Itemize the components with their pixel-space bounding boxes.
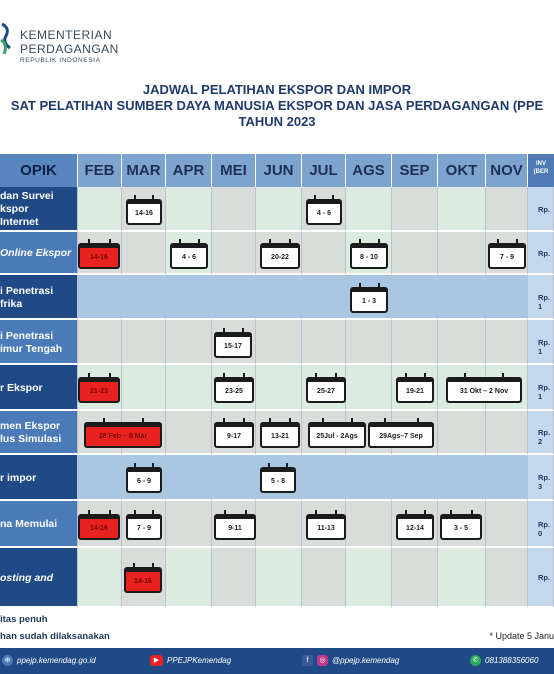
investment-cell xyxy=(528,365,554,411)
event-date-range: 31 Okt – 2 Nov xyxy=(446,377,522,403)
schedule-cell xyxy=(392,275,438,320)
event-date-range: 19-21 xyxy=(396,377,434,403)
calendar-event-icon xyxy=(306,510,346,540)
topic-name xyxy=(0,190,54,229)
topic-cell xyxy=(0,548,78,608)
calendar-event-icon xyxy=(308,418,366,448)
topic-name xyxy=(0,382,43,395)
header-investment: INV (BER xyxy=(528,154,554,187)
footer-youtube-text: PPEJPKemendag xyxy=(167,656,232,665)
schedule-cell xyxy=(166,411,212,455)
footer-website-text: ppejp.kemendag.go.id xyxy=(17,656,96,665)
logo-line-3: REPUBLIK INDONESIA xyxy=(20,57,101,64)
schedule-cell xyxy=(438,187,486,232)
calendar-event-icon xyxy=(126,195,162,225)
facebook-icon: f xyxy=(302,655,313,666)
topic-cell xyxy=(0,232,78,275)
event-date-range: 13-21 xyxy=(260,422,300,448)
investment-cell xyxy=(528,455,554,501)
schedule-cell xyxy=(122,365,166,411)
event-date-range: 20-22 xyxy=(260,243,300,269)
header-month-jun: JUN xyxy=(256,154,301,187)
investment-value: Rp. 0 xyxy=(538,519,551,538)
topic-name-line: lus Simulasi xyxy=(0,433,62,445)
topic-name-line: men Ekspor xyxy=(0,420,61,432)
event-date-range: 28 Feb – 8 Mar xyxy=(84,422,162,448)
investment-cell xyxy=(528,232,554,275)
investment-cell xyxy=(528,411,554,455)
schedule-cell xyxy=(486,275,528,320)
header-month-apr: APR xyxy=(166,154,211,187)
investment-value: Rp. 1 xyxy=(538,383,551,401)
schedule-cell xyxy=(256,501,302,548)
logo-line-2: PERDAGANGAN xyxy=(20,42,119,56)
globe-icon: ⊕ xyxy=(2,655,13,666)
calendar-event-icon xyxy=(396,373,434,403)
schedule-cell xyxy=(346,548,392,608)
investment-value: Rp. 3 xyxy=(538,473,551,491)
calendar-event-icon xyxy=(78,510,120,540)
calendar-event-icon xyxy=(214,510,256,540)
schedule-cell xyxy=(122,232,166,275)
legend-completed: han sudah dilaksanakan xyxy=(0,631,110,642)
investment-value: Rp. xyxy=(538,248,551,258)
schedule-cell xyxy=(166,455,212,501)
schedule-cell xyxy=(486,411,528,455)
calendar-event-icon xyxy=(78,239,120,269)
schedule-cell xyxy=(212,187,256,232)
legend-full-capacity: itas penuh xyxy=(0,614,48,625)
event-date-range: 8 - 10 xyxy=(350,243,388,269)
investment-value: Rp. 1 xyxy=(538,337,551,356)
schedule-cell xyxy=(346,320,392,365)
event-date-range: 29Ags–7 Sep xyxy=(368,422,434,448)
calendar-event-icon xyxy=(260,463,296,493)
ministry-logo xyxy=(0,14,130,66)
schedule-cell xyxy=(256,275,302,320)
schedule-cell xyxy=(392,187,438,232)
schedule-cell xyxy=(346,501,392,548)
calendar-event-icon xyxy=(78,373,120,403)
schedule-cell xyxy=(392,548,438,608)
schedule-cell xyxy=(438,275,486,320)
topic-name-line: osting and xyxy=(0,571,54,584)
topic-cell xyxy=(0,320,78,365)
header-month-sep: SEP xyxy=(392,154,437,187)
schedule-cell xyxy=(166,275,212,320)
calendar-event-icon xyxy=(306,195,342,225)
calendar-event-icon xyxy=(440,510,482,540)
schedule-cell xyxy=(122,275,166,320)
calendar-event-icon xyxy=(214,328,252,358)
topic-name xyxy=(0,518,57,531)
event-date-range: 7 - 9 xyxy=(488,243,526,269)
event-date-range: 14-16 xyxy=(78,514,120,540)
schedule-cell xyxy=(256,548,302,608)
event-date-range: 3 - 5 xyxy=(440,514,482,540)
topic-cell xyxy=(0,187,78,232)
schedule-cell xyxy=(166,320,212,365)
schedule-cell xyxy=(166,501,212,548)
topic-cell xyxy=(0,411,78,455)
schedule-cell xyxy=(78,187,122,232)
header-month-feb: FEB xyxy=(78,154,121,187)
schedule-cell xyxy=(256,320,302,365)
header-month-nov: NOV xyxy=(486,154,527,187)
topic-name-line: imur Tengah xyxy=(0,342,63,355)
schedule-cell xyxy=(438,320,486,365)
topic-cell xyxy=(0,275,78,320)
schedule-cell xyxy=(346,187,392,232)
event-date-range: 23-25 xyxy=(214,377,254,403)
schedule-cell xyxy=(392,320,438,365)
header-topic: OPIK xyxy=(0,154,77,187)
schedule-cell xyxy=(212,232,256,275)
schedule-cell xyxy=(302,275,346,320)
page-subtitle: SAT PELATIHAN SUMBER DAYA MANUSIA EKSPOR DAN JASA PERDAGANGAN (PPE xyxy=(10,98,544,113)
event-date-range: 9-17 xyxy=(214,422,254,448)
schedule-cell xyxy=(302,455,346,501)
topic-name-line: r Ekspor xyxy=(0,381,43,394)
calendar-event-icon xyxy=(446,373,522,403)
investment-cell xyxy=(528,320,554,365)
event-date-range: 9-11 xyxy=(214,514,256,540)
schedule-cell xyxy=(78,320,122,365)
calendar-event-icon xyxy=(84,418,162,448)
header-month-jul: JUL xyxy=(302,154,345,187)
schedule-cell xyxy=(346,455,392,501)
event-date-range: 15-17 xyxy=(214,332,252,358)
calendar-event-icon xyxy=(260,239,300,269)
youtube-icon: ▶ xyxy=(150,655,163,666)
footer-website[interactable] xyxy=(2,655,96,666)
event-date-range: 21-23 xyxy=(78,377,120,403)
header-month-mar: MAR xyxy=(122,154,165,187)
footer-youtube[interactable] xyxy=(150,655,231,666)
schedule-cell xyxy=(392,455,438,501)
topic-name-line: na Memulai xyxy=(0,518,58,530)
calendar-event-icon xyxy=(126,510,162,540)
training-schedule-table xyxy=(0,154,554,608)
schedule-cell xyxy=(166,365,212,411)
schedule-cell xyxy=(212,275,256,320)
investment-cell xyxy=(528,187,554,232)
event-date-range: 12-14 xyxy=(396,514,434,540)
event-date-range: 4 - 6 xyxy=(170,243,208,269)
investment-cell xyxy=(528,548,554,608)
event-date-range: 25Jul - 2Ags xyxy=(308,422,366,448)
topic-name xyxy=(0,247,71,260)
calendar-event-icon xyxy=(214,373,254,403)
schedule-cell xyxy=(166,548,212,608)
calendar-event-icon xyxy=(368,418,434,448)
calendar-event-icon xyxy=(124,563,162,593)
calendar-event-icon xyxy=(350,239,388,269)
topic-name xyxy=(0,420,61,446)
logo-line-1: KEMENTERIAN xyxy=(20,28,113,42)
schedule-cell xyxy=(438,411,486,455)
topic-cell xyxy=(0,455,78,501)
investment-value: Rp. 2 xyxy=(538,428,551,446)
investment-cell xyxy=(528,275,554,320)
schedule-cell xyxy=(392,232,438,275)
event-date-range: 7 - 9 xyxy=(126,514,162,540)
schedule-cell xyxy=(486,548,528,608)
topic-name-line: i Penetrasi xyxy=(0,329,54,342)
calendar-event-icon xyxy=(350,283,388,313)
topic-name-line: r impor xyxy=(0,471,37,484)
schedule-cell xyxy=(256,187,302,232)
schedule-cell xyxy=(438,455,486,501)
topic-name-line: Online Ekspor xyxy=(0,247,72,259)
calendar-event-icon xyxy=(260,418,300,448)
calendar-event-icon xyxy=(214,418,254,448)
event-date-range: 25-27 xyxy=(306,377,346,403)
topic-name-line: frika xyxy=(0,297,23,310)
calendar-event-icon xyxy=(396,510,434,540)
topic-name-line: kspor xyxy=(0,203,29,215)
whatsapp-icon: ✆ xyxy=(470,655,481,666)
investment-value: Rp. xyxy=(538,204,551,214)
event-date-range: 14-16 xyxy=(124,567,162,593)
schedule-cell xyxy=(302,320,346,365)
topic-name-line: i Penetrasi xyxy=(0,284,54,297)
schedule-cell xyxy=(302,232,346,275)
page-title: JADWAL PELATIHAN EKSPOR DAN IMPOR xyxy=(142,82,412,97)
event-date-range: 14-16 xyxy=(126,199,162,225)
event-date-range: 5 - 8 xyxy=(260,467,296,493)
calendar-event-icon xyxy=(306,373,346,403)
calendar-event-icon xyxy=(170,239,208,269)
investment-value: Rp. 1 xyxy=(538,292,551,311)
topic-name xyxy=(0,285,53,311)
calendar-event-icon xyxy=(126,463,162,493)
update-note: * Update 5 Janu xyxy=(489,631,554,641)
schedule-cell xyxy=(346,365,392,411)
investment-cell xyxy=(528,501,554,548)
schedule-cell xyxy=(256,365,302,411)
schedule-cell xyxy=(212,455,256,501)
header-month-mei: MEI xyxy=(212,154,255,187)
schedule-cell xyxy=(212,548,256,608)
topic-cell xyxy=(0,501,78,548)
header-month-okt: OKT xyxy=(438,154,485,187)
footer-bar xyxy=(0,648,554,674)
footer-social-text: @ppejp.kemendag xyxy=(332,656,400,665)
schedule-cell xyxy=(302,548,346,608)
topic-name xyxy=(0,330,62,356)
footer-whatsapp-text: 081388356060 xyxy=(485,656,539,665)
event-date-range: 1 - 3 xyxy=(350,287,388,313)
schedule-cell xyxy=(486,455,528,501)
footer-whatsapp[interactable] xyxy=(470,655,538,666)
topic-cell xyxy=(0,365,78,411)
event-date-range: 14-16 xyxy=(78,243,120,269)
header-month-ags: AGS xyxy=(346,154,391,187)
schedule-cell xyxy=(438,548,486,608)
schedule-cell xyxy=(486,320,528,365)
schedule-cell xyxy=(78,455,122,501)
topic-name-line: dan Survei xyxy=(0,190,54,202)
schedule-cell xyxy=(166,187,212,232)
topic-name xyxy=(0,472,36,485)
footer-social[interactable] xyxy=(302,655,399,666)
logo-emblem-icon xyxy=(0,18,14,58)
schedule-cell xyxy=(486,501,528,548)
topic-name-line: Internet xyxy=(0,216,39,228)
instagram-icon: ◎ xyxy=(317,655,328,666)
schedule-cell xyxy=(486,187,528,232)
schedule-cell xyxy=(78,548,122,608)
event-date-range: 6 - 9 xyxy=(126,467,162,493)
schedule-cell xyxy=(122,320,166,365)
investment-value: Rp. xyxy=(538,573,551,582)
event-date-range: 4 - 6 xyxy=(306,199,342,225)
schedule-cell xyxy=(78,275,122,320)
schedule-cell xyxy=(438,232,486,275)
event-date-range: 11-13 xyxy=(306,514,346,540)
page-year: TAHUN 2023 xyxy=(238,114,316,129)
calendar-event-icon xyxy=(488,239,526,269)
topic-name xyxy=(0,572,53,585)
